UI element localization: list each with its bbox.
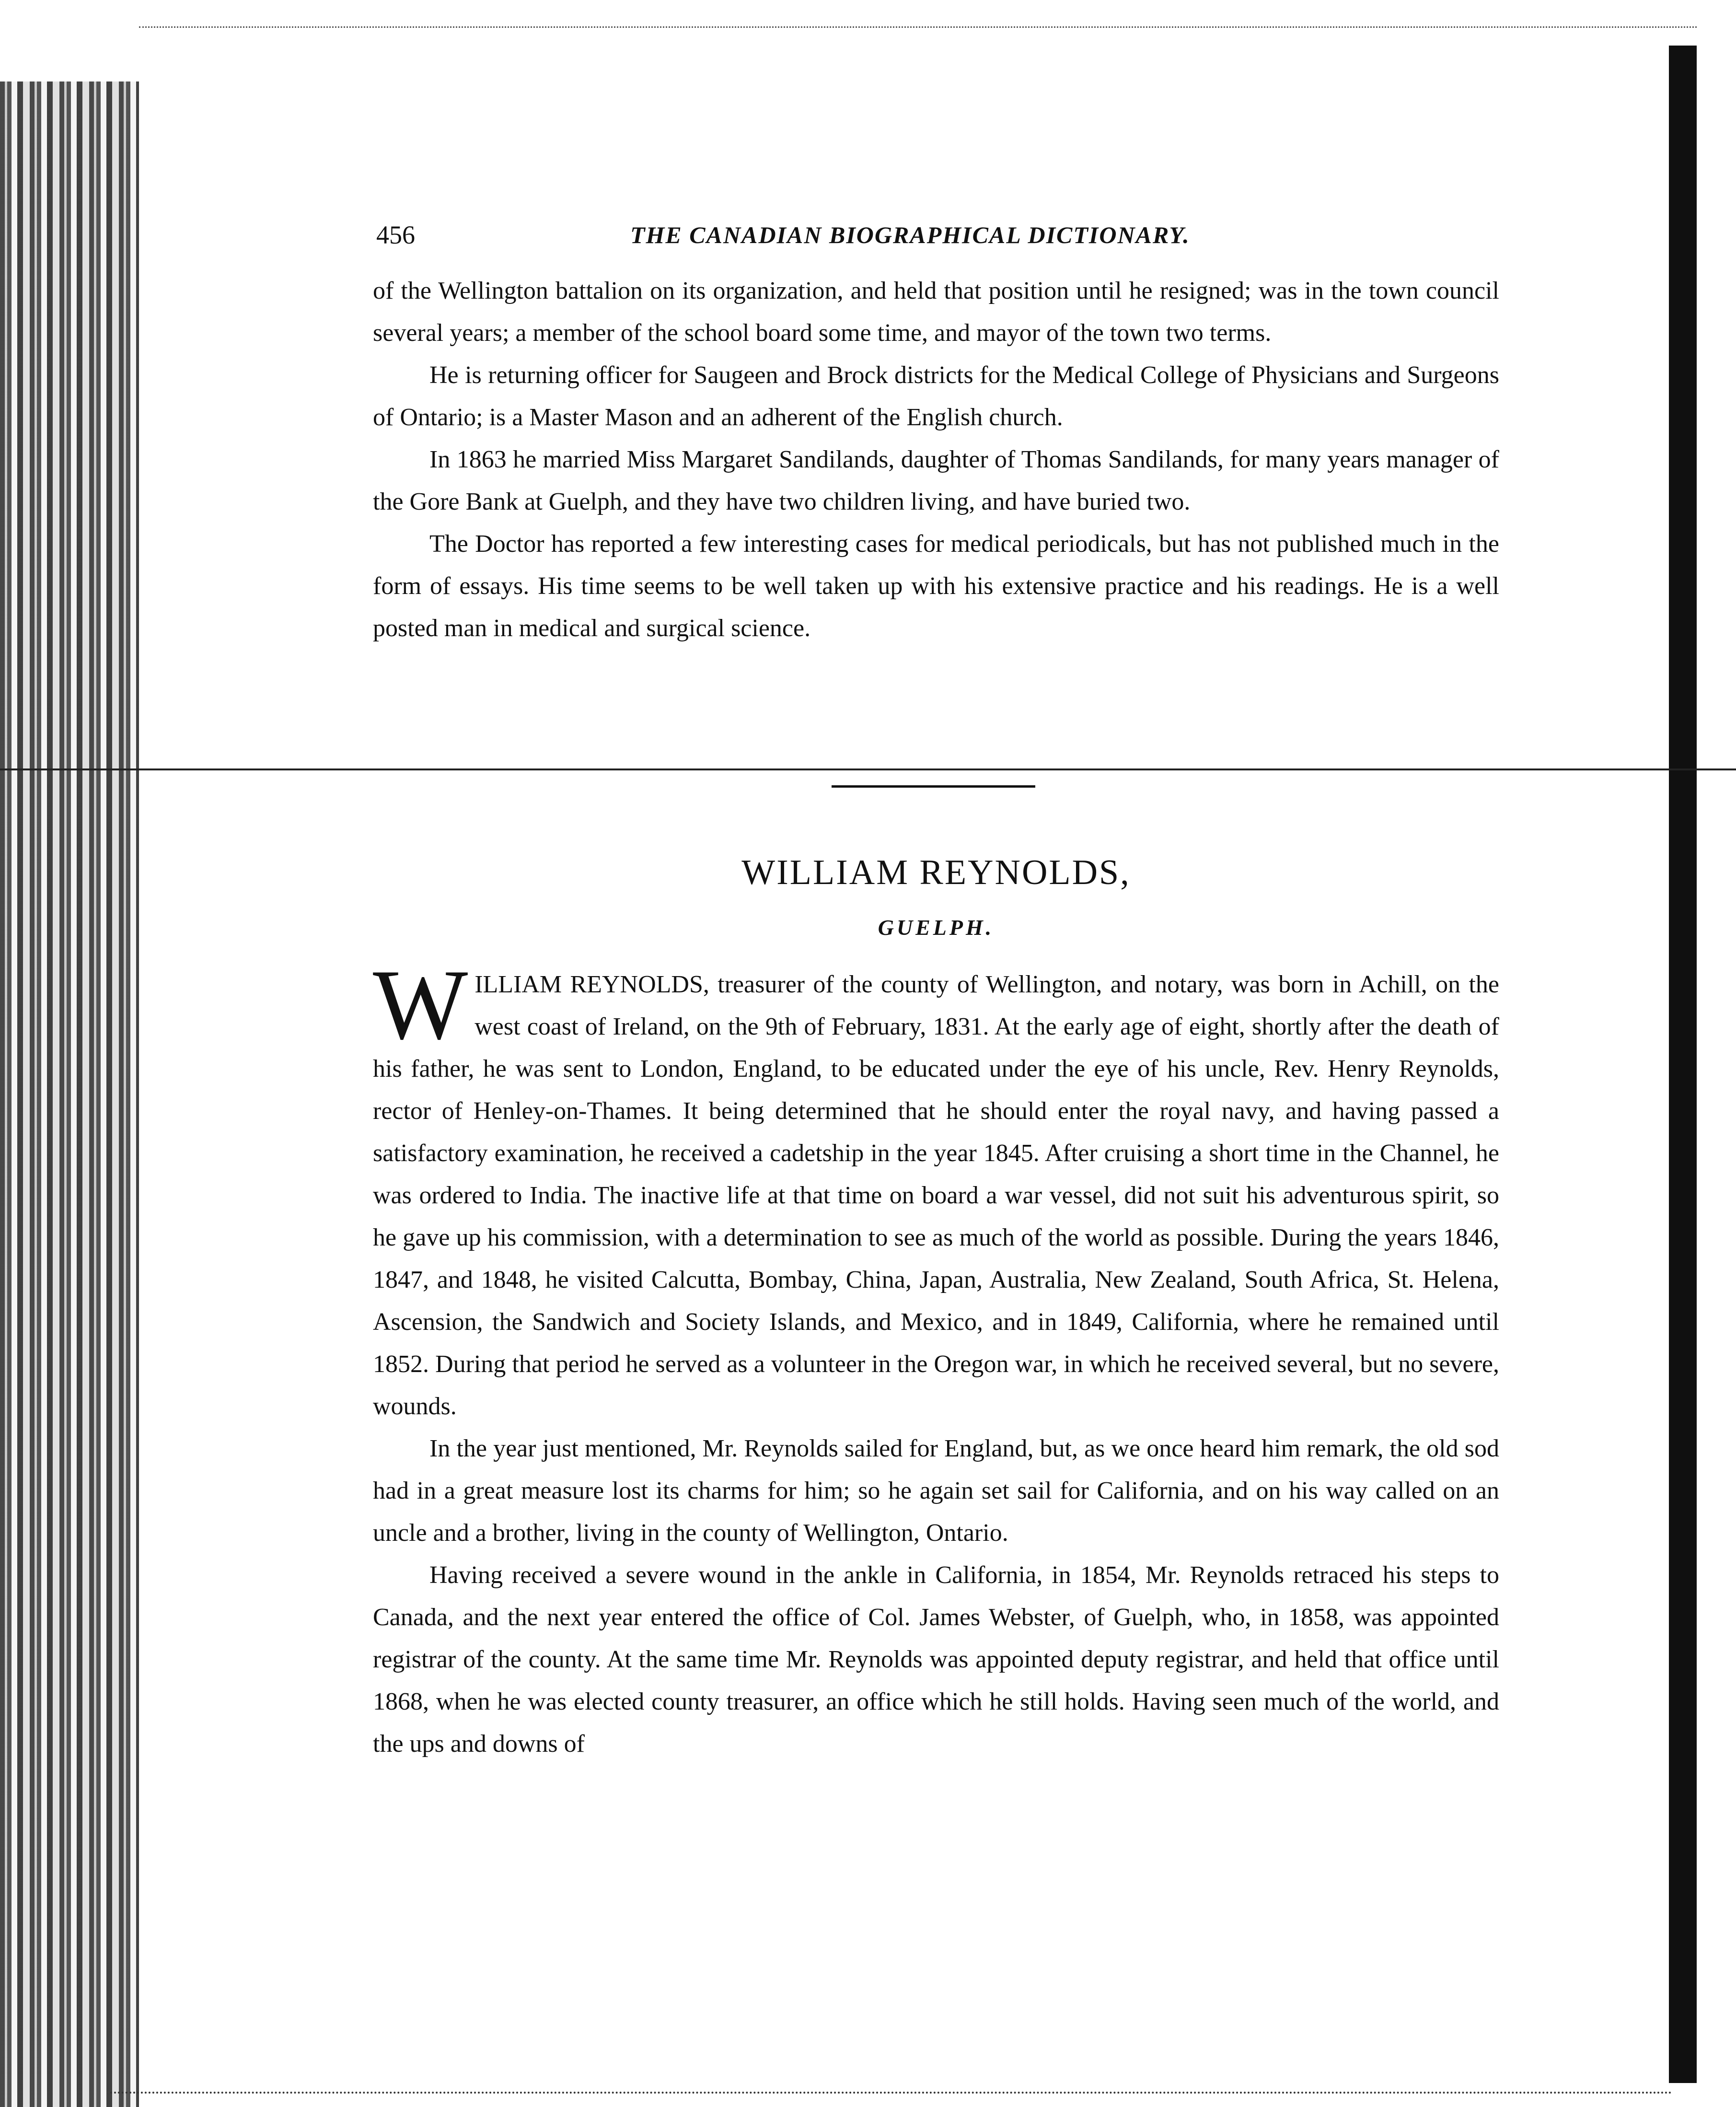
entry-place-subheading: GUELPH. (878, 915, 995, 940)
first-paragraph-text: ILLIAM REYNOLDS, treasurer of the county of Wellington, and notary, was born in Achill, on the west coast of Ireland, on the 9th of February, 1831. At the early age of eight, shortly after the death of his father, he was sent to London, England, to be educated under the eye of his uncle, Rev. Henry Reynolds, rector of Henley-on-Thames. It being determined that he should enter the royal navy, and having passed a satisfactory examination, he received a cadetship in the year 1845. After cruising a short time in the Channel, he was ordered to India. The inactive life at that time on board a war vessel, did not suit his adventurous spirit, so he gave up his commission, with a determination to see as much of the world as possible. During the years 1846, 1847, and 1848, he visited Calcutta, Bombay, China, Japan, Australia, New Zealand, South Africa, St. Helena, Ascension, the Sandwich and Society Islands, and Mexico, and in 1849, California, where he remained until 1852. During that period he served as a volunteer in the Oregon war, in which he received several, but no severe, wounds. (373, 971, 1499, 1420)
page-fold-line (0, 768, 1736, 770)
paragraph: Having received a severe wound in the ankle in California, in 1854, Mr. Reynolds retraced his steps to Canada, and the next year entered the office of Col. James Webster, of Guelph, who, in 1858, was appointed registrar of the county. At the same time Mr. Reynolds was appointed deputy registrar, and held that office until 1868, when he was elected county treasurer, an office which he still holds. Having seen much of the world, and the ups and downs of (373, 1561, 1499, 1758)
paragraph (373, 949, 1499, 1428)
previous-entry-text (373, 270, 1499, 650)
entry-biography-text (373, 949, 1499, 1765)
drop-cap: W (373, 949, 468, 1060)
paragraph: The Doctor has reported a few interesting cases for medical periodicals, but has not published much in the form of essays. His time seems to be well taken up with his extensive practice and his readings. He is a well posted man in medical and surgical science. (373, 530, 1499, 642)
section-divider (832, 785, 1035, 788)
entry-name-heading: WILLIAM REYNOLDS, (741, 853, 1131, 892)
running-head (376, 218, 1498, 256)
running-title: THE CANADIAN BIOGRAPHICAL DICTIONARY. (630, 221, 1190, 248)
scanned-bottom-edge (110, 2087, 1673, 2094)
page-number: 456 (376, 221, 415, 249)
scanned-top-edge (139, 26, 1697, 32)
paragraph: of the Wellington battalion on its organization, and held that position until he resigned; was in the town council several years; a member of the school board some time, and mayor of the town two terms. (373, 277, 1499, 347)
paragraph: In the year just mentioned, Mr. Reynolds sailed for England, but, as we once heard him remark, the old sod had in a great measure lost its charms for him; so he again set sail for California, and on his way called on an uncle and a brother, living in the county of Wellington, Ontario. (373, 1435, 1499, 1547)
scanned-right-edge (1669, 46, 1697, 2083)
paragraph: In 1863 he married Miss Margaret Sandilands, daughter of Thomas Sandilands, for many years manager of the Gore Bank at Guelph, and they have two children living, and have buried two. (373, 446, 1499, 515)
paragraph: He is returning officer for Saugeen and Brock districts for the Medical College of Physicians and Surgeons of Ontario; is a Master Mason and an adherent of the English church. (373, 361, 1499, 431)
scanned-binding-edge (0, 81, 139, 2107)
